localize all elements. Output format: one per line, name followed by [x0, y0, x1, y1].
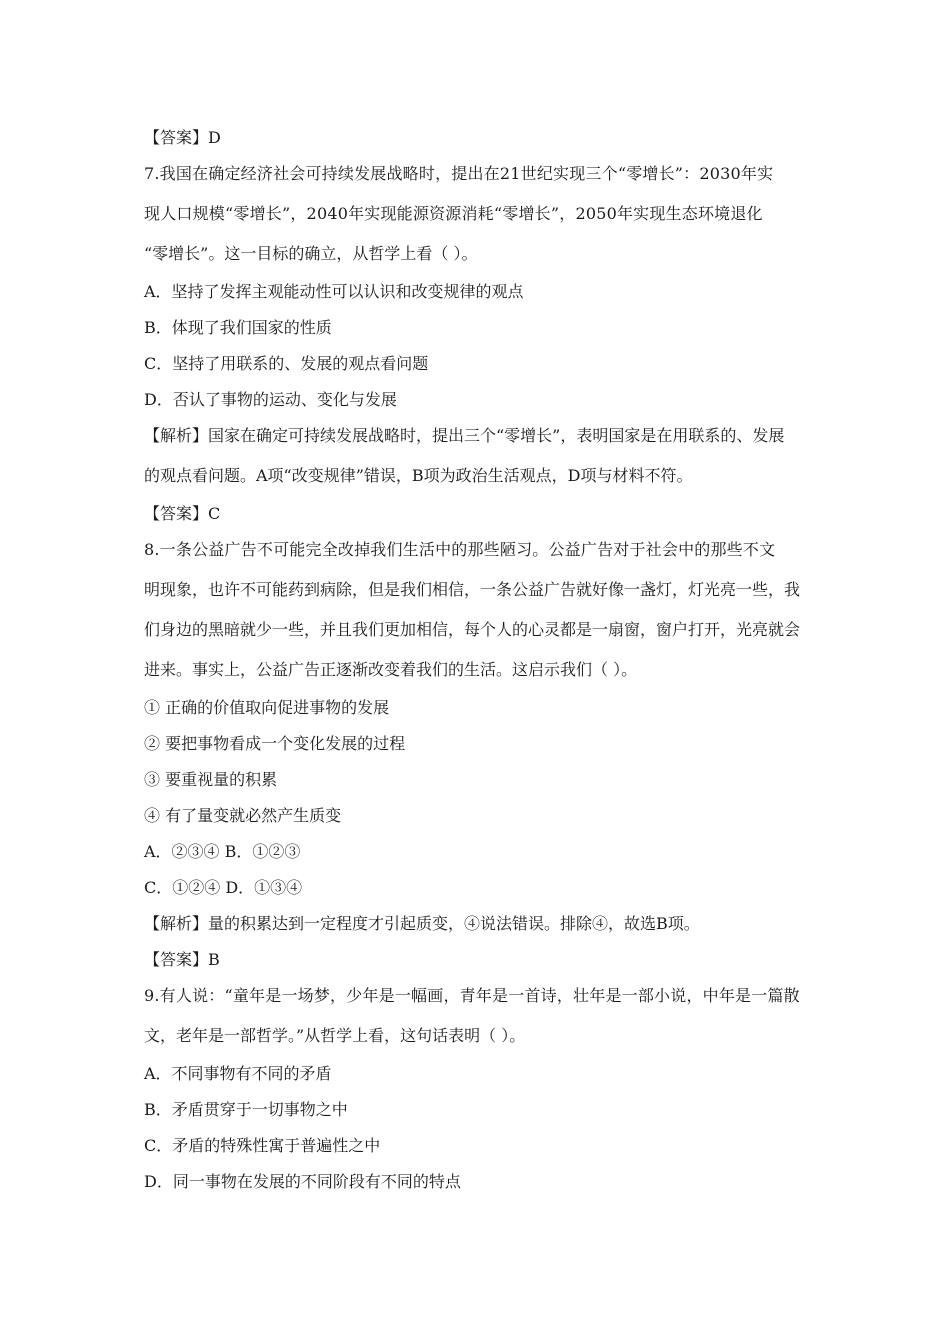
question-9-line-1: 9.有人说：“童年是一场梦，少年是一幅画，青年是一首诗，壮年是一部小说，中年是一篇散: [144, 986, 800, 1005]
question-8-line-3: 们身边的黑暗就少一些，并且我们更加相信，每个人的心灵都是一扇窗，窗户打开，光亮就会: [144, 620, 801, 639]
option-b: B．矛盾贯穿于一切事物之中: [144, 1100, 348, 1119]
options-a-b: A．②③④ B．①②③: [144, 842, 301, 861]
options-c-d: C．①②④ D．①③④: [144, 878, 303, 897]
option-a: A．坚持了发挥主观能动性可以认识和改变规律的观点: [144, 282, 524, 301]
statement-4: ④ 有了量变就必然产生质变: [144, 806, 342, 825]
question-7-line-1: 7.我国在确定经济社会可持续发展战略时，提出在21世纪实现三个“零增长”：2030年实: [144, 164, 774, 183]
statement-1: ① 正确的价值取向促进事物的发展: [144, 698, 390, 717]
option-c: C．矛盾的特殊性寓于普遍性之中: [144, 1136, 381, 1155]
option-c: C．坚持了用联系的、发展的观点看问题: [144, 354, 429, 373]
question-8-line-2: 明现象，也许不可能药到病除，但是我们相信，一条公益广告就好像一盏灯，灯光亮一些，我: [144, 580, 801, 599]
analysis-line-2: 的观点看问题。A项“改变规律”错误，B项为政治生活观点，D项与材料不符。: [144, 466, 693, 485]
question-7-line-2: 现人口规模“零增长”，2040年实现能源资源消耗“零增长”，2050年实现生态环境退化: [144, 204, 763, 223]
analysis-line-1: 【解析】国家在确定可持续发展战略时，提出三个“零增长”，表明国家是在用联系的、发展: [144, 426, 785, 445]
option-b: B．体现了我们国家的性质: [144, 318, 332, 337]
answer-line: 【答案】C: [144, 504, 221, 523]
option-d: D．同一事物在发展的不同阶段有不同的特点: [144, 1172, 461, 1191]
analysis-line: 【解析】量的积累达到一定程度才引起质变，④说法错误。排除④，故选B项。: [144, 914, 700, 933]
answer-line: 【答案】B: [144, 950, 220, 969]
option-d: D．否认了事物的运动、变化与发展: [144, 390, 397, 409]
question-8-line-4: 进来。事实上，公益广告正逐渐改变着我们的生活。这启示我们（ ）。: [144, 660, 638, 679]
question-8-line-1: 8.一条公益广告不可能完全改掉我们生活中的那些陋习。公益广告对于社会中的那些不文: [144, 540, 776, 559]
statement-2: ② 要把事物看成一个变化发展的过程: [144, 734, 406, 753]
question-9-line-2: 文，老年是一部哲学。”从哲学上看，这句话表明（ ）。: [144, 1026, 526, 1045]
answer-line: 【答案】D: [144, 128, 221, 147]
question-7-line-3: “零增长”。这一目标的确立，从哲学上看（ ）。: [144, 244, 478, 263]
statement-3: ③ 要重视量的积累: [144, 770, 278, 789]
option-a: A．不同事物有不同的矛盾: [144, 1064, 332, 1083]
